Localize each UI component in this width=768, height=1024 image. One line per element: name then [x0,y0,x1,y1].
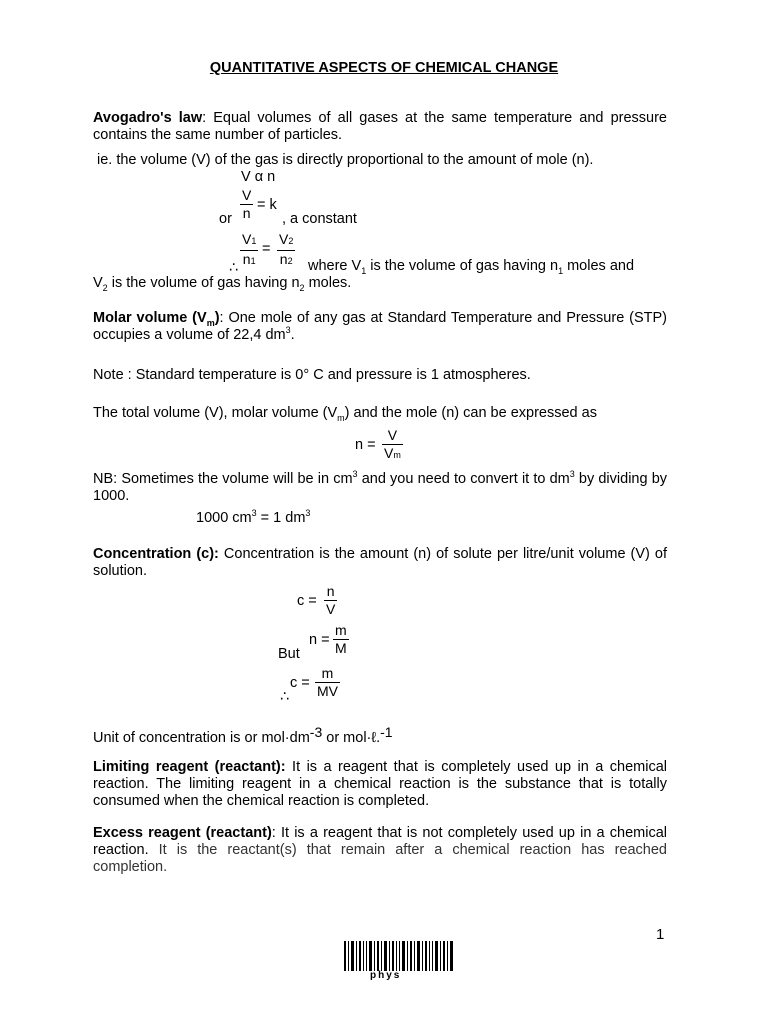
molar-volume-definition [93,310,667,344]
barcode-label: phys [370,970,402,981]
therefore-symbol-2: ∴ [280,689,290,705]
nb-text-b: and you need to convert it to dm [357,471,570,487]
unit-text-a: Unit of concentration is or mol·dm [93,730,310,746]
v2-text-b: is the volume of gas having n [107,275,300,291]
where-sub-b: 1 [558,265,564,276]
v2-sub-b: 2 [299,282,305,293]
conv-text-b: = 1 dm [256,510,306,526]
where-text-b: is the volume of gas having n [366,258,559,274]
where-text-a: where V [308,258,362,274]
nb-text-c: by dividing by 1000. [93,471,668,504]
c-equals-label: c = [297,593,317,609]
fraction-numerator: V [387,427,398,443]
excess-reagent-definition [93,825,667,876]
avogadro-term: Avogadro's law [93,110,203,126]
fraction-m-MV [315,665,340,700]
fraction-m-M [333,622,349,657]
unit-text-b: or mol·ℓ. [322,730,381,746]
concentration-definition [93,546,667,580]
avogadro-equals-k: = k [257,197,277,213]
conversion-line [196,510,310,527]
n2-label: n [279,251,288,267]
excess-reagent-text-a: : It is a reagent that is not completely used up in a chemical reaction. [93,825,667,858]
fraction-v-vm [382,427,403,464]
n1-label: n [242,251,251,267]
molar-volume-text: : One mole of any gas at Standard Temperature and Pressure (STP) occupies a volume of 22,4 dm [93,310,667,343]
molar-volume-sup: 3 [285,325,291,336]
avogadro-ie-line: ie. the volume (V) of the gas is directly proportional to the amount of mole (n). [97,152,594,168]
n2-sub: 2 [287,256,293,266]
fraction-denominator: MV [317,683,338,699]
c-equals-label-2: c = [290,675,310,691]
where-text-c: moles and [563,258,635,274]
nb-sup2: 3 [569,469,575,480]
page-number: 1 [656,926,665,943]
limiting-reagent-definition [93,759,667,810]
v2-sub: 2 [288,236,294,246]
ratio-equals: = [262,241,271,257]
vm-label: V [384,445,394,461]
v2-label: V [279,231,289,247]
total-sub: m [337,412,345,423]
fraction-v2-n2 [277,231,295,270]
excess-reagent-text-b: It is the reactant(s) that remain after a chemical reaction has reached completion. [93,842,667,875]
molar-volume-term: Molar volume $(V_m)$ [93,310,220,328]
v2-text-a: V [93,275,103,291]
fraction-denominator: V [326,601,336,617]
vm-sub: m [393,450,401,460]
v2-text-c: moles. [304,275,352,291]
avogadro-fraction-v-n [240,187,253,222]
n1-sub: 1 [250,256,256,266]
unit-sup2: -1 [380,724,393,740]
nb-sup1: 3 [352,469,358,480]
fraction-numerator: n [326,583,335,599]
v1-sub: 1 [251,236,257,246]
v2-sub-a: 2 [102,282,108,293]
barcode-icon [344,941,456,971]
nb-paragraph [93,471,667,505]
total-volume-text [93,405,597,422]
concentration-term: Concentration (c): [93,546,219,562]
conv-sup2: 3 [305,508,311,519]
but-label: But [278,646,300,662]
concentration-text: Concentration is the amount (n) of solute per litre/unit volume (V) of solution. [93,546,668,579]
fraction-n-v [324,583,337,618]
molar-volume-end: . [290,327,295,343]
nb-text-a: NB: Sometimes the volume will be in cm [93,471,353,487]
conv-sup1: 3 [251,508,257,519]
v1-label: V [242,231,252,247]
avogadro-where-line [308,258,634,275]
fraction-denominator: M [335,640,347,656]
n-equals-label-2: n = [309,632,330,648]
fraction-numerator: V [242,187,252,203]
fraction-numerator: m [335,622,347,638]
stp-note: Note : Standard temperature is 0° C and pressure is 1 atmospheres. [93,367,531,383]
total-text-b: ) and the mole (n) can be expressed as [344,405,597,421]
page-title: QUANTITATIVE ASPECTS OF CHEMICAL CHANGE [209,60,559,76]
avogadro-or: or [219,211,232,227]
concentration-unit-line [93,724,393,747]
limiting-reagent-text: It is a reagent that is completely used up in a chemical reaction. The limiting reagent in a chemical reaction is the substance that is totally consumed when the chemical reaction is completed. [93,759,668,809]
conv-text-a: 1000 cm [196,510,252,526]
n-equals-label: n = [355,437,376,453]
avogadro-v2-line [93,275,351,292]
avogadro-definition [93,110,667,144]
avogadro-text: : Equal volumes of all gases at the same temperature and pressure contains the same number of particles. [93,110,667,143]
total-text-a: The total volume (V), molar volume (V [93,405,338,421]
fraction-v1-n1 [240,231,258,270]
excess-reagent-term: Excess reagent (reactant) [93,825,272,841]
unit-sup1: -3 [309,724,323,740]
limiting-reagent-term: Limiting reagent (reactant): [93,759,286,775]
fraction-denominator: n [242,205,251,221]
fraction-numerator: m [321,665,334,681]
avogadro-constant: , a constant [282,211,357,227]
avogadro-proportional: V α n [241,169,276,185]
where-sub-a: 1 [361,265,367,276]
therefore-symbol: ∴ [229,260,239,276]
